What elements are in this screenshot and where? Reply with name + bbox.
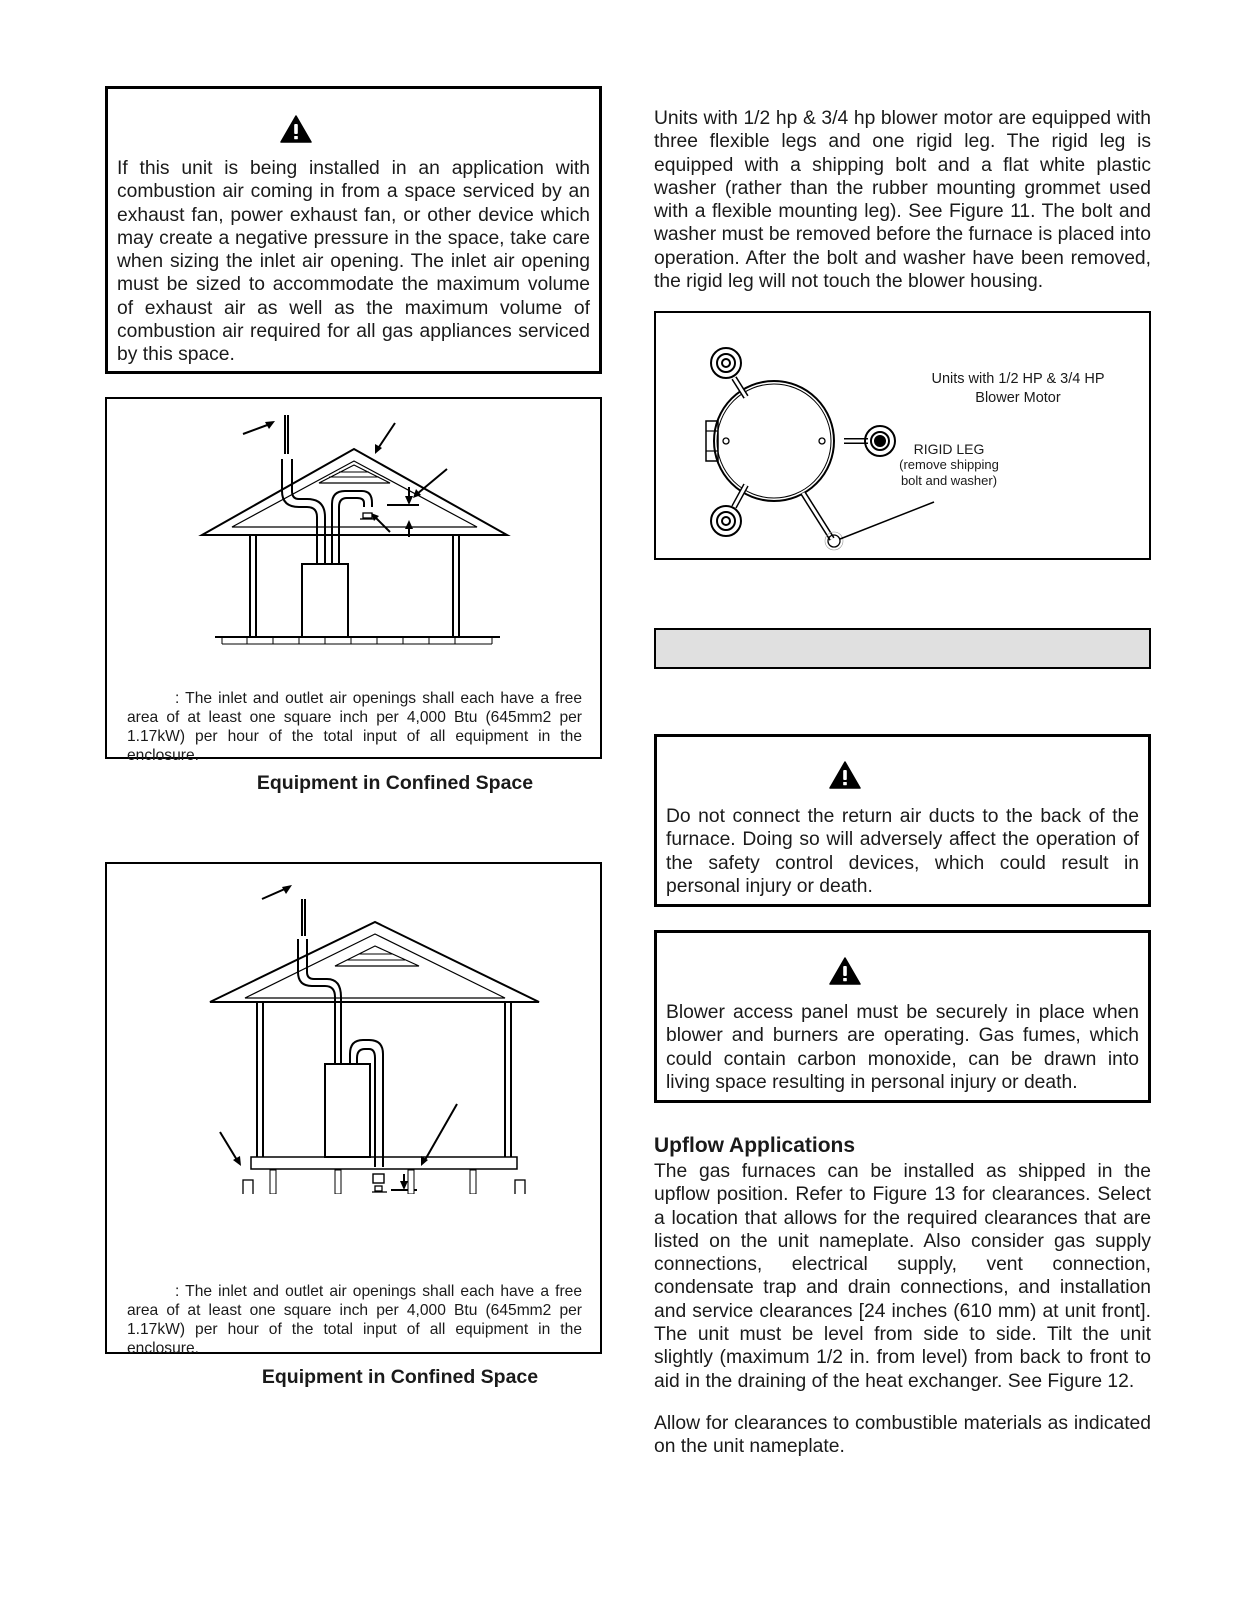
warning-text: Do not connect the return air ducts to the back of the furnace. Doing so will adversely affect the operation of the safety control devices, which could result in personal injury or death. <box>666 806 1139 897</box>
warning-box-blower-panel <box>654 930 1151 1103</box>
figure-note: : The inlet and outlet air openings shall each have a free area of at least one square inch per 4,000 Btu (645mm2 per 1.17kW) per hour of the total input of all equipment in the enclosure. <box>127 690 582 764</box>
figure-confined-space-crawlspace <box>105 862 602 1357</box>
warning-box-return-air <box>654 734 1151 907</box>
warning-box-combustion-air <box>105 86 602 374</box>
warning-text: If this unit is being installed in an application with combustion air coming in from a space serviced by an exhaust fan, power exhaust fan, or other device which may create a negative pressure in the space, take care when sizing the inlet air opening. The inlet air opening must be sized to accommodate the maximum volume of exhaust air as well as the maximum volume of combustion air required for all gas appliances serviced by this space. <box>117 158 590 366</box>
crawlspace-installation-diagram <box>107 864 600 1194</box>
blower-motor-diagram <box>656 313 1149 558</box>
warning-text: Blower access panel must be securely in place when blower and burners are operating. Gas fumes, which could contain carbon monoxide, can be drawn into living space resulting in personal injury or death. <box>666 1002 1139 1093</box>
blower-legs-paragraph: Units with 1/2 hp & 3/4 hp blower motor are equipped with three flexible legs and one rigid leg. The rigid leg is equipped with a shipping bolt and a flat white plastic washer (rather than the rubber mounting grommet used with a flexible mounting leg). See Figure 11. The bolt and washer must be removed before the furnace is placed into operation. After the bolt and washer have been removed, the rigid leg will not touch the blower housing. <box>654 108 1151 293</box>
clearances-paragraph: Allow for clearances to combustible materials as indicated on the unit nameplate. <box>654 1413 1151 1458</box>
upflow-paragraph: The gas furnaces can be installed as shipped in the upflow position. Refer to Figure 13 for clearances. Select a location that allows for the required clearances that are listed on the unit nameplate. Also consider gas supply connections, electrical supply, vent connection, condensate trap and drain connections, and installation and service clearances [24 inches (610 mm) at unit front]. The unit must be level from side to side. Tilt the unit slightly (maximum 1/2 in. from level) from back to front to aid in the draining of the heat exchanger. See Figure 12. <box>654 1161 1151 1392</box>
warning-triangle-icon <box>829 761 861 789</box>
rigid-leg-label: RIGID LEG (remove shipping bolt and washer) <box>899 441 999 488</box>
attic-installation-diagram <box>107 399 600 659</box>
warning-triangle-icon <box>280 115 312 143</box>
figure-blower-motor-legs <box>654 311 1151 560</box>
warning-triangle-icon <box>829 957 861 985</box>
section-banner <box>654 628 1151 669</box>
figure-confined-space-attic <box>105 397 602 764</box>
figure-note: : The inlet and outlet air openings shall each have a free area of at least one square inch per 4,000 Btu (645mm2 per 1.17kW) per hour of the total input of all equipment in the enclosure. <box>127 1283 582 1357</box>
section-heading-upflow: Upflow Applications <box>654 1134 856 1157</box>
figure-title: Units with 1/2 HP & 3/4 HP Blower Motor <box>931 371 1105 406</box>
figure-caption: Equipment in Confined Space <box>261 1366 539 1388</box>
figure-caption: Equipment in Confined Space <box>256 772 534 794</box>
